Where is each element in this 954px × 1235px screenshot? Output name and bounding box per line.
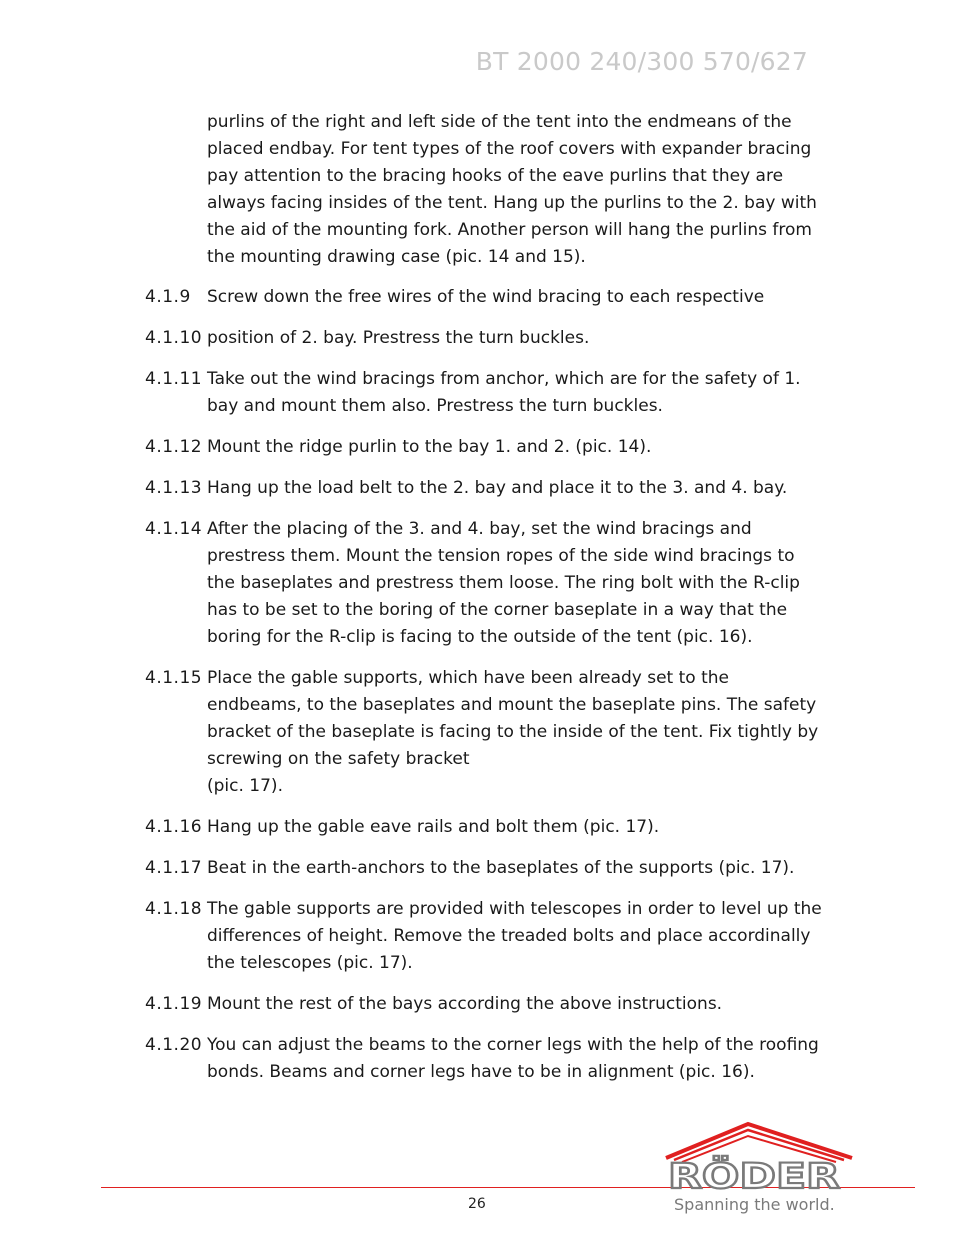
step-text: Mount the ridge purlin to the bay 1. and 2. (pic. 14). (207, 437, 652, 457)
step-number: 4.1.16 (145, 817, 203, 837)
instruction-step (145, 366, 825, 420)
step-text: After the placing of the 3. and 4. bay, set the wind bracings and prestress them. Mount the tension ropes of the side wind bracings to the baseplates and prestress them loose. The ring bolt with the R-clip has to be set to the boring of the corner baseplate in a way that the boring for the R-clip is facing to the outside of the tent (pic. 16). (207, 519, 800, 647)
instruction-step (145, 896, 825, 977)
intro-paragraph: purlins of the right and left side of the tent into the endmeans of the placed endbay. For tent types of the roof covers with expander bracing pay attention to the bracing hooks of the eave purlins that they are always facing insides of the tent. Hang up the purlins to the 2. bay with the aid of the mounting fork. Another person will hang the purlins from the mounting drawing case (pic. 14 and 15). (207, 112, 817, 267)
logo-slogan: Spanning the world. (674, 1195, 835, 1214)
instruction-step (145, 434, 825, 461)
page-number: 26 (468, 1196, 486, 1212)
step-number: 4.1.10 (145, 328, 203, 348)
instruction-step (145, 814, 825, 841)
step-text: position of 2. bay. Prestress the turn buckles. (207, 328, 590, 348)
step-number: 4.1.12 (145, 437, 203, 457)
step-text: The gable supports are provided with telescopes in order to level up the differences of height. Remove the treaded bolts and place accordinally the telescopes (pic. 17). (207, 899, 822, 973)
step-text: Take out the wind bracings from anchor, which are for the safety of 1. bay and mount them also. Prestress the turn buckles. (207, 369, 801, 416)
step-number: 4.1.19 (145, 994, 203, 1014)
step-number: 4.1.18 (145, 899, 203, 919)
roder-logo (662, 1118, 862, 1218)
step-number: 4.1.20 (145, 1035, 203, 1055)
step-text: Screw down the free wires of the wind bracing to each respective (207, 287, 765, 307)
instruction-step (145, 991, 825, 1018)
step-number: 4.1.15 (145, 668, 203, 688)
instruction-step (145, 475, 825, 502)
instruction-step (145, 665, 825, 800)
instruction-step (145, 325, 825, 352)
instruction-step (145, 284, 825, 311)
step-number: 4.1.17 (145, 858, 203, 878)
step-number: 4.1.9 (145, 287, 191, 307)
step-text: Place the gable supports, which have been already set to the endbeams, to the baseplates and mount the baseplate pins. The safety bracket of the baseplate is facing to the inside of the tent. Fix tightly by screwing on the safety bracket (pic. 17). (207, 668, 819, 796)
step-number: 4.1.11 (145, 369, 203, 389)
instruction-list (145, 284, 825, 1100)
logo-wordmark: RÖDER (668, 1157, 805, 1193)
step-number: 4.1.14 (145, 519, 203, 539)
document-header-title: BT 2000 240/300 570/627 (475, 47, 808, 76)
instruction-step (145, 516, 825, 651)
step-text: You can adjust the beams to the corner legs with the help of the roofing bonds. Beams and corner legs have to be in alignment (pic. 16). (207, 1035, 819, 1082)
step-text: Beat in the earth-anchors to the baseplates of the supports (pic. 17). (207, 858, 795, 878)
instruction-step (145, 1032, 825, 1086)
step-text: Hang up the load belt to the 2. bay and place it to the 3. and 4. bay. (207, 478, 788, 498)
step-text: Mount the rest of the bays according the above instructions. (207, 994, 723, 1014)
instruction-step (145, 855, 825, 882)
step-text: Hang up the gable eave rails and bolt them (pic. 17). (207, 817, 660, 837)
step-number: 4.1.13 (145, 478, 203, 498)
tent-roof-logo-icon (662, 1118, 862, 1193)
